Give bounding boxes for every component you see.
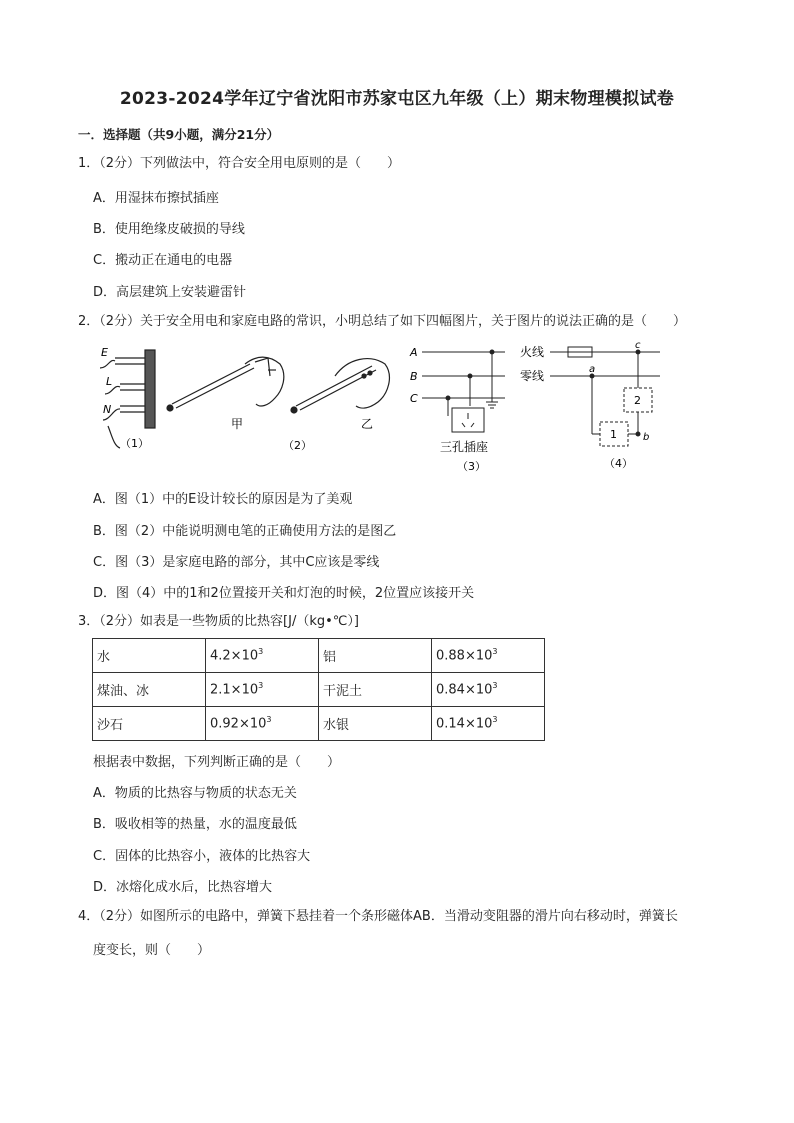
- value-cell: $0.88\times 10^3$: [432, 639, 545, 673]
- q1-option-c: C．搬动正在通电的电器: [93, 253, 233, 268]
- specific-heat-table: [92, 638, 545, 741]
- substance-cell: 水银: [319, 707, 432, 741]
- exam-title: 2023-2024学年辽宁省沈阳市苏家屯区九年级（上）期末物理模拟试卷: [119, 89, 675, 109]
- table-row: [93, 673, 545, 707]
- value-cell: $0.92\times 10^3$: [206, 707, 319, 741]
- fig1-caption: （1）: [120, 437, 149, 450]
- fig2-caption: （2）: [283, 439, 312, 452]
- fig3-caption: （3）: [457, 460, 486, 473]
- q1-option-d: D．高层建筑上安装避雷针: [93, 285, 247, 300]
- position-2-label: 2: [634, 394, 641, 407]
- q4-stem-line2: 度变长，则（ ）: [93, 943, 211, 958]
- q3-option-d: D．冰熔化成水后，比热容增大: [93, 880, 273, 895]
- q3-option-a: A．物质的比热容与物质的状态无关: [93, 786, 297, 801]
- q2-figure: [0, 336, 794, 484]
- point-a-label: a: [589, 364, 596, 375]
- q2-option-a: A．图（1）中的E设计较长的原因是为了美观: [93, 492, 353, 507]
- plug-label-n: N: [103, 403, 112, 416]
- q3-option-c: C．固体的比热容小，液体的比热容大: [93, 849, 311, 864]
- substance-cell: 煤油、冰: [93, 673, 206, 707]
- q4-stem-line1: 4．（2分）如图所示的电路中，弹簧下悬挂着一个条形磁体AB．当滑动变阻器的滑片向右移动时，弹簧长: [78, 909, 678, 924]
- substance-cell: 铝: [319, 639, 432, 673]
- section-heading: 一．选择题（共9小题，满分21分）: [78, 127, 280, 142]
- point-c-label: c: [635, 340, 641, 351]
- plug-figure: [100, 350, 155, 448]
- point-b-label: b: [643, 432, 650, 443]
- live-wire-label: 火线: [520, 345, 545, 359]
- value-cell: $2.1\times 10^3$: [206, 673, 319, 707]
- table-row: [93, 707, 545, 741]
- substance-cell: 沙石: [93, 707, 206, 741]
- q2-option-b: B．图（2）中能说明测电笔的正确使用方法的是图乙: [93, 524, 397, 539]
- q3-prompt: 根据表中数据，下列判断正确的是（ ）: [93, 755, 341, 770]
- plug-label-e: E: [101, 346, 108, 359]
- circuit-label-a: A: [410, 346, 418, 359]
- three-wire-circuit-figure: [422, 350, 505, 432]
- value-cell: $0.14\times 10^3$: [432, 707, 545, 741]
- q3-stem: 3．（2分）如表是一些物质的比热容[J/（kg•℃）]: [78, 614, 359, 629]
- test-pen-jia-figure: [167, 357, 284, 411]
- neutral-wire-label: 零线: [520, 369, 545, 383]
- q1-stem: 1．（2分）下列做法中，符合安全用电原则的是（ ）: [78, 156, 401, 171]
- value-cell: $0.84\times 10^3$: [432, 673, 545, 707]
- table-row: [93, 639, 545, 673]
- fig4-caption: （4）: [604, 457, 633, 470]
- q2-option-c: C．图（3）是家庭电路的部分，其中C应该是零线: [93, 555, 380, 570]
- fig2-label-jia: 甲: [231, 417, 244, 431]
- circuit-label-b: B: [410, 370, 418, 383]
- q3-option-b: B．吸收相等的热量，水的温度最低: [93, 817, 297, 832]
- q1-option-b: B．使用绝缘皮破损的导线: [93, 222, 245, 237]
- value-cell: $4.2\times 10^3$: [206, 639, 319, 673]
- substance-cell: 干泥土: [319, 673, 432, 707]
- fig2-label-yi: 乙: [361, 417, 374, 431]
- test-pen-yi-figure: [291, 359, 389, 413]
- circuit-label-c: C: [410, 392, 418, 405]
- socket-label: 三孔插座: [440, 440, 489, 454]
- substance-cell: 水: [93, 639, 206, 673]
- q2-option-d: D．图（4）中的1和2位置接开关和灯泡的时候，2位置应该接开关: [93, 586, 475, 601]
- q2-stem: 2．（2分）关于安全用电和家庭电路的常识，小明总结了如下四幅图片，关于图片的说法正确的是（ ）: [78, 314, 687, 329]
- position-1-label: 1: [610, 428, 617, 441]
- q1-option-a: A．用湿抹布擦拭插座: [93, 191, 219, 206]
- plug-label-l: L: [106, 375, 113, 388]
